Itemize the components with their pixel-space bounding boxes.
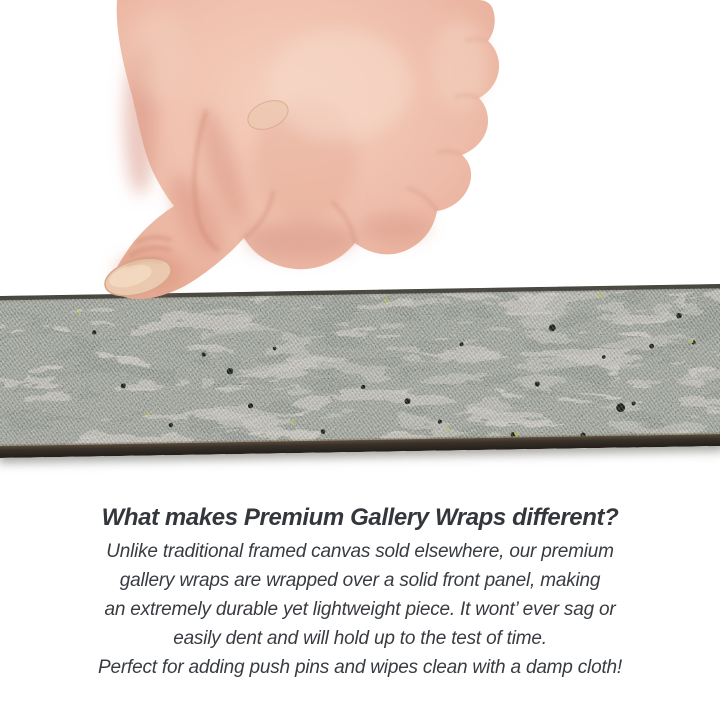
body-line: Unlike traditional framed canvas sold elsewhere, our premium	[106, 541, 614, 562]
body-line: Perfect for adding push pins and wipes clean with a damp cloth!	[98, 657, 622, 678]
heading: What makes Premium Gallery Wraps different?	[101, 504, 619, 531]
body-line: easily dent and will hold up to the test of time.	[173, 628, 547, 649]
info-section	[0, 501, 720, 682]
hand-photo	[0, 0, 720, 302]
body-line: an extremely durable yet lightweight piece. It wont’ ever sag or	[104, 599, 616, 620]
body-line: gallery wraps are wrapped over a solid front panel, making	[119, 570, 601, 591]
canvas-edge-photo	[0, 284, 720, 458]
